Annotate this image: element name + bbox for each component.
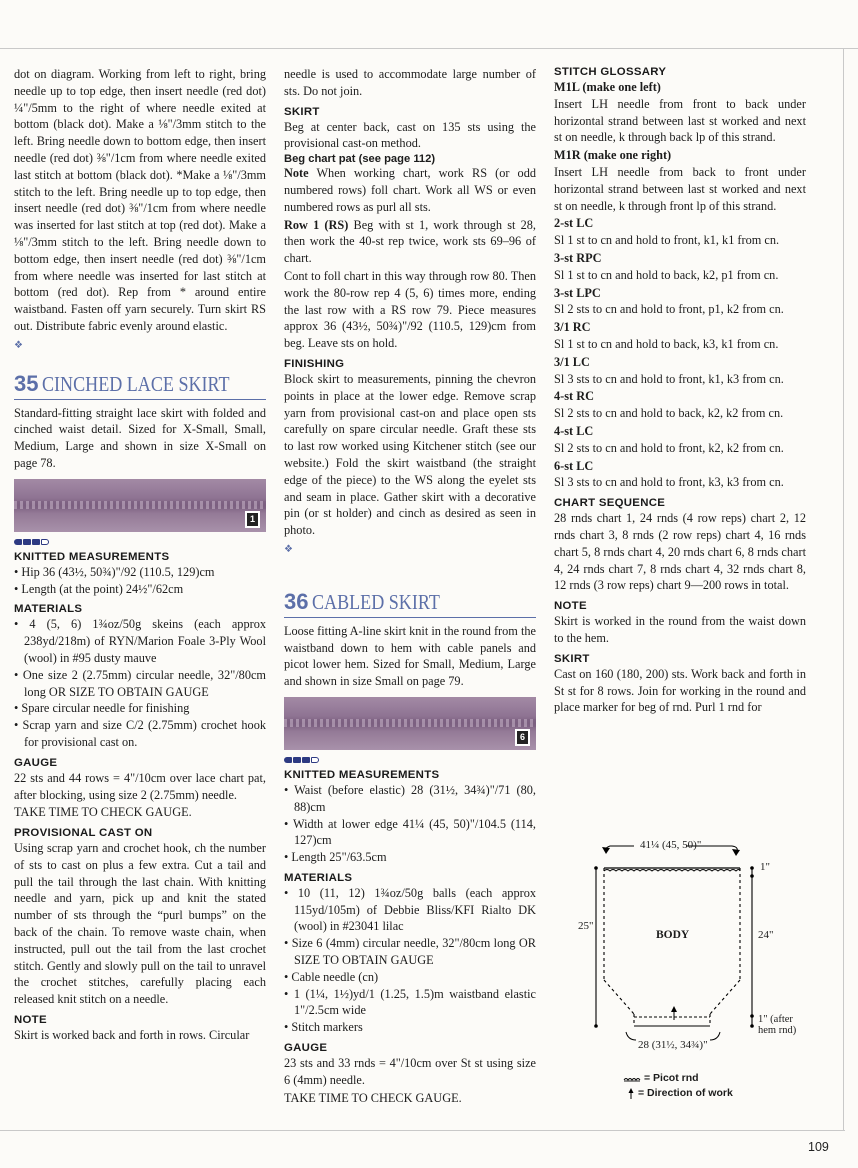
note-heading: NOTE [554,600,587,613]
length-right-label: 24" [758,929,774,941]
list-item: • Length (at the point) 24½"/62cm [14,581,184,596]
section-number: 35 [14,370,39,396]
section-description: Standard-fitting straight lace skirt with folded and cinched waist detail. Sized for X-Small, Small, Medium, Large and shown in size X-Small on page 78. [14,405,266,470]
photo-badge: 1 [245,511,260,528]
glossary-term: 3/1 RC [554,320,591,335]
provisional-cast-on-heading: PROVISIONAL CAST ON [14,827,153,840]
note-body: When working chart, work RS (or odd numbered rows) foll chart. Work all WS or even numbered rows as purl all sts. [284,166,536,214]
glossary-term: M1L (make one left) [554,80,661,94]
glossary-term: 3-st LPC [554,285,601,300]
picot-legend-icon [624,1079,640,1081]
bottom-arrow-right [710,1032,720,1040]
glossary-definition: Insert LH needle from back to front under horizontal strand between last st worked and next st on needle, k through front lp of this strand. [554,164,806,213]
row-1-body: Beg with st 1, work through st 28, then work the 40-st rep twice, work sts 69–96 of chart. [284,217,536,266]
bottom-band-label: 1" (after hem rnd) [758,1014,797,1036]
section-title: CINCHED LACE SKIRT [42,371,231,396]
column-middle [284,66,536,1107]
section-number: 36 [284,588,309,614]
skill-level-icon [14,539,266,545]
glossary-term: 4-st RC [554,389,594,404]
bottom-rule [0,1130,845,1131]
stitch-glossary-heading: STITCH GLOSSARY [554,66,667,78]
glossary-definition: Sl 3 sts to cn and hold to front, k1, k3 from cn. [554,371,784,386]
arrowhead [602,847,610,854]
body-left-taper [604,980,634,1014]
skirt-heading: SKIRT [554,652,590,665]
intro-text: dot on diagram. Working from left to right, bring needle up to top edge, then insert needle (red dot) ¼"/5mm to the right of where needle exited at bottom (black dot). Make a ⅛"/3mm stitch to the left. Bring needle down to bottom edge, then insert needle (red dot) ⅜"/1cm from where needle exited last stitch at bottom (black dot). *Make a ⅛"/3mm stitch to the left. Bring needle up to top edge, then insert needle (red dot) ⅜"/1cm from where needle was inserted for last stitch at top (red dot). Make a ⅛"/3mm stitch to the left. Bring needle down to bottom edge, then insert needle (red dot) ⅜"/1cm from where needle was inserted for last stitch at bottom (red dot). Rep from * around entire waistband. Fasten off yarn securely. Turn skirt RS out. Distribute fabric evenly around elastic. [14,67,266,333]
gauge-heading: GAUGE [14,756,58,769]
skirt-text: Cast on 160 (180, 200) sts. Work back and forth in St st for 8 rows. Join for working in the round and place marker for beg of rnd. Purl 1 rnd for [554,666,806,715]
gauge-text: 22 sts and 44 rows = 4"/10cm over lace chart pat, after blocking, using size 2 (2.75mm) needle. [14,770,266,802]
glossary-definition: Insert LH needle from front to back under horizontal strand between last st worked and next st on needle, k through back lp of this strand. [554,96,806,145]
glossary-term: 4-st LC [554,423,594,438]
provisional-cast-on-text: Using scrap yarn and crochet hook, ch the number of sts to cast on plus a few extra. Cut a tail and pull the tail through the last chain. With knitting needle and yarn, pick up and knit the stated number of sts through the “purl bumps” on the back of the chain. To remove waste chain, when instructed, pull out the tail from the last crochet stitch. Gently and slowly pull on the tail to unravel the crochet stitches, carefully placing each released knit stitch on a needle. [14,841,266,1007]
glossary-term: 3/1 LC [554,354,590,369]
glossary-definition: Sl 2 sts to cn and hold to front, p1, k2 from cn. [554,302,784,317]
legend-direction-label: = Direction of work [638,1087,733,1099]
end-mark-icon: ❖ [284,543,293,555]
beg-chart-heading: Beg chart pat (see page 112) [284,153,436,166]
skirt-heading: SKIRT [284,105,320,118]
list-item: • One size 2 (2.75mm) circular needle, 32"/80cm long OR SIZE TO OBTAIN GAUGE [14,667,266,699]
arrowhead [732,849,740,856]
skirt-photo-strip [14,479,266,532]
materials-heading: MATERIALS [284,871,353,884]
top-width-label: 41¼ (45, 50)" [640,839,702,851]
right-rule [843,48,844,1130]
stitch-glossary [554,79,806,491]
continued-text: needle is used to accommodate large number of sts. Do not join. [284,67,536,98]
length-left-label: 25" [578,920,594,932]
glossary-term: M1R (make one right) [554,148,672,163]
list-item: • Size 6 (4mm) circular needle, 32"/80cm long OR SIZE TO OBTAIN GAUGE [284,936,536,968]
list-item: • 10 (11, 12) 1¾oz/50g balls (each approx 115yd/105m) of Debbie Bliss/KFI Rialto DK (wool) in #23041 lilac [284,885,536,934]
legend-picot-label: = Picot rnd [644,1072,699,1084]
list-item: • 4 (5, 6) 1¾oz/50g skeins (each approx 238yd/218m) of RYN/Marion Foale 3-Ply Wool (wool) in #95 dusty mauve [14,617,266,665]
bottom-arrow-left [626,1032,636,1040]
knitted-measurements-heading: KNITTED MEASUREMENTS [14,550,170,563]
section-36-heading [284,589,536,618]
list-item: • Spare circular needle for finishing [14,701,190,716]
list-item: • Waist (before elastic) 28 (31½, 34¾)"/71 (80, 88)cm [284,782,536,814]
list-item: • Width at lower edge 41¼ (45, 50)"/104.5 (114, 127)cm [284,816,536,848]
gauge-heading: GAUGE [284,1042,328,1055]
section-description: Loose fitting A-line skirt knit in the round from the waistband down to hem with cable panels and picot lower hem. Sized for Small, Medium, Large and shown in size Small on page 79. [284,623,536,689]
note-heading: NOTE [14,1014,47,1027]
continue-chart-text: Cont to foll chart in this way through row 80. Then work the 80-row rep 4 (5, 6) times more, ending the last row with a RS row 79. Piece measures approx 36 (43½, 50¾)"/92 (110.5, 129)cm from beg. Leave sts on hold. [284,268,536,351]
glossary-definition: Sl 2 sts to cn and hold to back, k2, k2 from cn. [554,406,784,421]
glossary-definition: Sl 1 st to cn and hold to back, k3, k1 from cn. [554,336,779,351]
finishing-text: Block skirt to measurements, pinning the chevron points in place at the lower edge. Remove scrap yarn from provisional cast-on and place open sts carefully on spare circular needle. Graft these sts to last row worked using Kitchener stitch (see our website.) Fold the skirt waistband (the straight edge of the piece) to the WS along the eyelet sts and seam in place. Gather skirt with a decorative pin (or st holder) and cinch as desired as seen in photo. [284,371,536,538]
section-35-heading [14,371,266,400]
chart-sequence-text: 28 rnds chart 1, 24 rnds (4 row reps) chart 2, 12 rnds chart 3, 8 rnds (2 row reps) chart 4, 16 rnds chart 5, 8 rnds chart 4, 20 rnds chart 6, 8 rnds chart 4, 24 rnds chart 7, 8 rnds chart 4, 32 rnds chart 8, 12 rnds (3 row reps) chart 9—200 rows in total. [554,511,806,593]
column-left [14,66,266,1045]
chart-sequence-heading: CHART SEQUENCE [554,497,666,510]
note-text: Skirt is worked in the round from the waist down to the hem. [554,614,806,645]
finishing-heading: FINISHING [284,357,345,370]
body-right-taper [710,980,740,1014]
skirt-text: Beg at center back, cast on 135 sts using the provisional cast-on method. [284,119,536,151]
bottom-width-label: 28 (31½, 34¾)" [638,1039,708,1051]
list-item: • Hip 36 (43½, 50¾)"/92 (110.5, 129)cm [14,564,215,579]
gauge-check: TAKE TIME TO CHECK GAUGE. [14,805,192,820]
materials-heading: MATERIALS [14,603,83,616]
page-number: 109 [808,1140,829,1154]
top-band-label: 1" [760,861,770,873]
gauge-text: 23 sts and 33 rnds = 4"/10cm over St st using size 6 (4mm) needle. [284,1056,536,1087]
body-label: BODY [656,929,690,941]
note-text: Skirt is worked back and forth in rows. Circular [14,1028,250,1043]
row-1-label: Row 1 (RS) [284,217,349,232]
gauge-check: TAKE TIME TO CHECK GAUGE. [284,1090,462,1105]
row-1-instruction [284,217,536,267]
skill-level-icon [284,757,536,763]
list-item: • Scrap yarn and size C/2 (2.75mm) crochet hook for provisional cast on. [14,718,266,749]
arrowhead [671,1006,677,1012]
top-rule [0,48,858,49]
glossary-term: 2-st LC [554,216,594,231]
chart-note [284,165,536,215]
list-item: • Stitch markers [284,1020,363,1035]
skirt-schematic [564,834,804,1104]
glossary-definition: Sl 3 sts to cn and hold to front, k3, k3 from cn. [554,475,784,490]
skirt-photo-strip [284,697,536,750]
glossary-term: 6-st LC [554,458,594,473]
glossary-definition: Sl 1 st to cn and hold to back, k2, p1 from cn. [554,267,779,282]
list-item: • 1 (1¼, 1½)yd/1 (1.25, 1.5)m waistband elastic 1"/2.5cm wide [284,986,536,1018]
glossary-term: 3-st RPC [554,250,602,265]
knitted-measurements-heading: KNITTED MEASUREMENTS [284,768,440,781]
picot-round-line [604,870,740,872]
schematic-drawing [564,834,804,1104]
glossary-definition: Sl 2 sts to cn and hold to front, k2, k2 from cn. [554,440,784,455]
glossary-definition: Sl 1 st to cn and hold to front, k1, k1 from cn. [554,233,780,248]
list-item: • Cable needle (cn) [284,969,379,984]
column-right [554,66,806,717]
note-label: Note [284,166,309,181]
photo-badge: 6 [515,729,530,746]
end-mark-icon: ❖ [14,339,23,351]
list-item: • Length 25"/63.5cm [284,850,387,865]
top-arrow-left [606,846,635,852]
section-title: CABLED SKIRT [312,589,441,614]
